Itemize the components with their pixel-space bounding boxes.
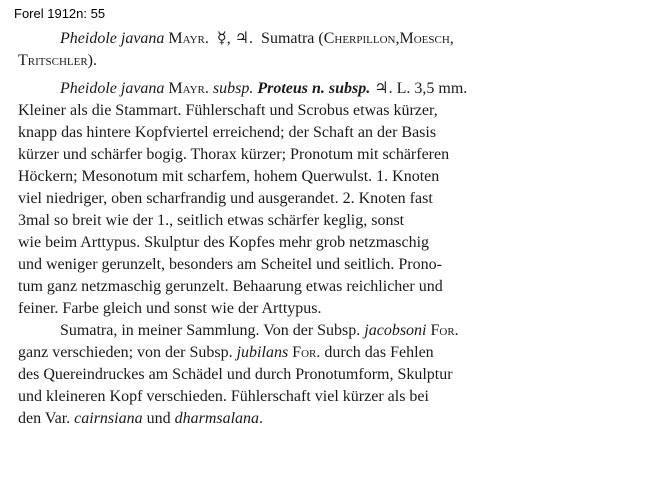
subsp-jubilans: jubilans — [236, 344, 289, 361]
entry1-collector2: Moesch — [399, 30, 450, 47]
desc-line-6: 3mal so breit wie der 1., seitlich etwas schärfer keglig, sonst — [18, 212, 405, 229]
entry1-species: Pheidole javana — [60, 30, 165, 47]
entry2-measure: ♃. L. 3,5 mm. — [374, 80, 468, 97]
para3-line-2 — [18, 342, 634, 364]
var-cairnsiana: cairnsiana — [74, 410, 143, 427]
entry1-close: ). — [87, 52, 97, 69]
author-for-1: For. — [430, 322, 459, 339]
para3-text-5e: . — [259, 410, 264, 427]
entry1-collector3: Tritschler — [18, 52, 88, 69]
desc-line-7: wie beim Arttypus. Skulptur des Kopfes mehr grob netzmaschig — [18, 234, 430, 251]
var-dharmsalana: dharmsalana — [174, 410, 260, 427]
para3-text-2d: durch das Fehlen — [324, 344, 434, 361]
para3-line-5 — [18, 408, 634, 430]
entry2-author: Mayr. — [168, 80, 209, 97]
entry1-author: Mayr. — [168, 30, 209, 47]
desc-line-5: viel niedriger, oben scharfrandig und ausgerandet. 2. Knoten fast — [18, 190, 433, 207]
desc-line-9: tum ganz netzmaschig gerunzelt. Behaarung etwas reichlicher und — [18, 278, 443, 295]
para3-text-1a: Sumatra, in meiner Sammlung. Von der Subsp. — [60, 322, 361, 339]
para3-line-3: des Quereindruckes am Schädel und durch Pronotumform, Skulptur — [18, 366, 453, 383]
entry1-locality: Sumatra ( — [261, 30, 324, 47]
entry2-species: Pheidole javana — [60, 80, 165, 97]
entry1-line2 — [18, 50, 634, 72]
desc-line-4: Höckern; Mesonotum mit scharfem, hohem Querwulst. 1. Knoten — [18, 168, 440, 185]
entry2-name: Proteus n. subsp. — [257, 80, 371, 97]
entry2-heading — [18, 78, 634, 100]
entry1-line1 — [18, 28, 634, 50]
entry1-sep2: , — [449, 30, 454, 47]
subsp-jacobsoni: jacobsoni — [364, 322, 427, 339]
entry2-subsp: subsp. — [212, 80, 254, 97]
entry1-sep1: , — [395, 30, 400, 47]
body-text — [18, 28, 634, 430]
para3-line-4: und kleineren Kopf verschieden. Fühlerschaft viel kürzer als bei — [18, 388, 429, 405]
entry1-collector1: Cherpillon — [323, 30, 396, 47]
para3-line-1 — [18, 320, 634, 342]
entry1-castes: ☿, ♃. — [216, 30, 254, 47]
desc-line-3: kürzer und schärfer bogig. Thorax kürzer; Pronotum mit schärferen — [18, 146, 450, 163]
para3-text-5c: und — [146, 410, 171, 427]
desc-line-8: und weniger gerunzelt, besonders am Scheitel und seitlich. Prono- — [18, 256, 442, 273]
desc-line-2: knapp das hintere Kopfviertel erreichend; der Schaft an der Basis — [18, 124, 437, 141]
author-for-2: For. — [292, 344, 321, 361]
page-header: Forel 1912n: 55 — [14, 6, 106, 21]
para3-text-5a: den Var. — [18, 410, 71, 427]
desc-line-10: feiner. Farbe gleich und sonst wie der Arttypus. — [18, 300, 322, 317]
desc-line-1: Kleiner als die Stammart. Fühlerschaft und Scrobus etwas kürzer, — [18, 102, 438, 119]
para3-text-2a: ganz verschieden; von der Subsp. — [18, 344, 233, 361]
